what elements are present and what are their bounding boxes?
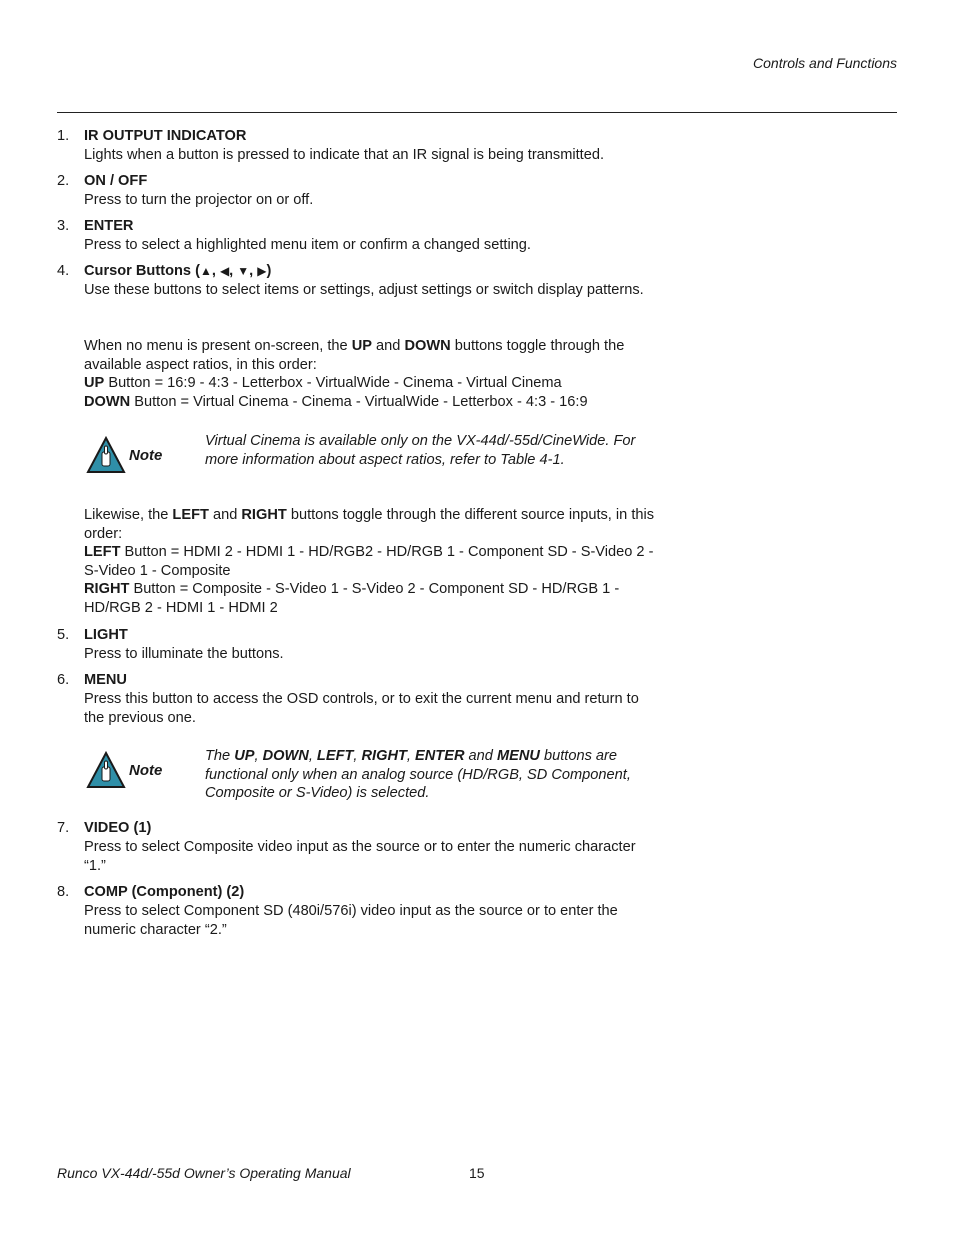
- right-label: RIGHT: [241, 507, 287, 523]
- arrow-left-icon: ◀: [219, 264, 230, 278]
- button-name: DOWN: [262, 748, 309, 764]
- item-title: ON / OFF: [84, 173, 148, 189]
- button-name: MENU: [496, 748, 540, 764]
- item-number: 7.: [57, 820, 70, 836]
- item-description: Use these buttons to select items or settings, adjust settings or switch display patterns.: [84, 282, 644, 298]
- item-description: Press this button to access the OSD controls, or to exit the current menu and return to the previous one.: [84, 691, 639, 726]
- item-title: IR OUTPUT INDICATOR: [84, 128, 247, 144]
- item-title: MENU: [84, 672, 127, 688]
- left-label: LEFT: [84, 544, 121, 561]
- button-name: RIGHT: [361, 748, 407, 764]
- text: The: [205, 748, 235, 764]
- title-prefix: Cursor Buttons (: [84, 263, 200, 279]
- left-sequence: Button = HDMI 2 - HDMI 1 - HD/RGB2 - HD/RGB 1 - Component SD - S-Video 2 - S-Video 1 - Composite: [84, 544, 654, 579]
- down-sequence: Button = Virtual Cinema - Cinema - VirtualWide - Letterbox - 4:3 - 16:9: [130, 393, 588, 410]
- item-title: ENTER: [84, 218, 134, 234]
- text: ,: [254, 748, 263, 764]
- item-description: Press to illuminate the buttons.: [84, 646, 284, 662]
- item-number: 6.: [57, 672, 70, 688]
- item-number: 8.: [57, 884, 70, 900]
- right-label: RIGHT: [84, 581, 130, 598]
- item-number: 5.: [57, 627, 70, 643]
- separator: ,: [249, 263, 258, 279]
- up-sequence: Button = 16:9 - 4:3 - Letterbox - VirtualWide - Cinema - Virtual Cinema: [104, 375, 562, 392]
- item-title: LIGHT: [84, 627, 128, 643]
- button-name: ENTER: [415, 748, 465, 764]
- right-sequence: Button = Composite - S-Video 1 - S-Video 2 - Component SD - HD/RGB 1 - HD/RGB 2 - HDMI 1 - HDMI 2: [84, 581, 620, 616]
- note-label: Note: [129, 762, 163, 779]
- text: ,: [353, 748, 362, 764]
- button-name: UP: [234, 748, 255, 764]
- arrow-down-icon: ▼: [237, 264, 250, 278]
- source-paragraph: [84, 506, 659, 618]
- note-pointing-hand-icon: [86, 436, 126, 474]
- item-number: 1.: [57, 128, 70, 144]
- item-description: Press to select a highlighted menu item or confirm a changed setting.: [84, 237, 531, 253]
- down-label: DOWN: [84, 393, 131, 410]
- item-number: 3.: [57, 218, 70, 234]
- footer-manual-title: Runco VX-44d/-55d Owner’s Operating Manual: [57, 1165, 351, 1181]
- text: and: [464, 748, 497, 764]
- item-title: [84, 262, 271, 281]
- text: and: [208, 507, 242, 523]
- title-suffix: ): [266, 263, 272, 279]
- running-header: Controls and Functions: [753, 55, 897, 71]
- note-text: [205, 747, 655, 803]
- note-label: Note: [129, 447, 163, 464]
- text: ,: [406, 748, 416, 764]
- item-title: VIDEO (1): [84, 820, 152, 836]
- left-label: LEFT: [172, 507, 209, 523]
- separator: ,: [211, 263, 220, 279]
- text: buttons are functional only when an analog source (HD/RGB, SD Component, Composite or S-Video) is selected.: [205, 748, 631, 802]
- button-name: LEFT: [316, 748, 354, 764]
- text: Likewise, the: [84, 507, 173, 523]
- text: buttons toggle through the available aspect ratios, in this order:: [84, 338, 625, 373]
- item-description: Press to turn the projector on or off.: [84, 192, 314, 208]
- down-label: DOWN: [404, 338, 451, 354]
- text: When no menu is present on-screen, the: [84, 338, 352, 354]
- page-number: 15: [469, 1165, 485, 1181]
- item-number: 2.: [57, 173, 70, 189]
- item-description: Lights when a button is pressed to indicate that an IR signal is being transmitted.: [84, 147, 605, 163]
- text: buttons toggle through the different source inputs, in this order:: [84, 507, 655, 542]
- up-label: UP: [84, 375, 105, 392]
- note-text: Virtual Cinema is available only on the VX-44d/-55d/CineWide. For more information about aspect ratios, refer to Table 4-1.: [205, 433, 636, 468]
- item-title: COMP (Component) (2): [84, 884, 245, 900]
- separator: ,: [229, 263, 238, 279]
- arrow-right-icon: ▶: [257, 264, 267, 278]
- text: ,: [308, 748, 317, 764]
- aspect-paragraph: [84, 337, 659, 411]
- item-number: 4.: [57, 263, 70, 279]
- text: and: [371, 338, 405, 354]
- up-label: UP: [351, 338, 372, 354]
- item-description: Press to select Composite video input as the source or to enter the numeric character “1.”: [84, 839, 636, 874]
- arrow-up-icon: ▲: [199, 264, 212, 278]
- item-description: Press to select Component SD (480i/576i) video input as the source or to enter the numeric character “2.”: [84, 903, 618, 938]
- header-rule: [57, 112, 897, 113]
- note-pointing-hand-icon: [86, 751, 126, 789]
